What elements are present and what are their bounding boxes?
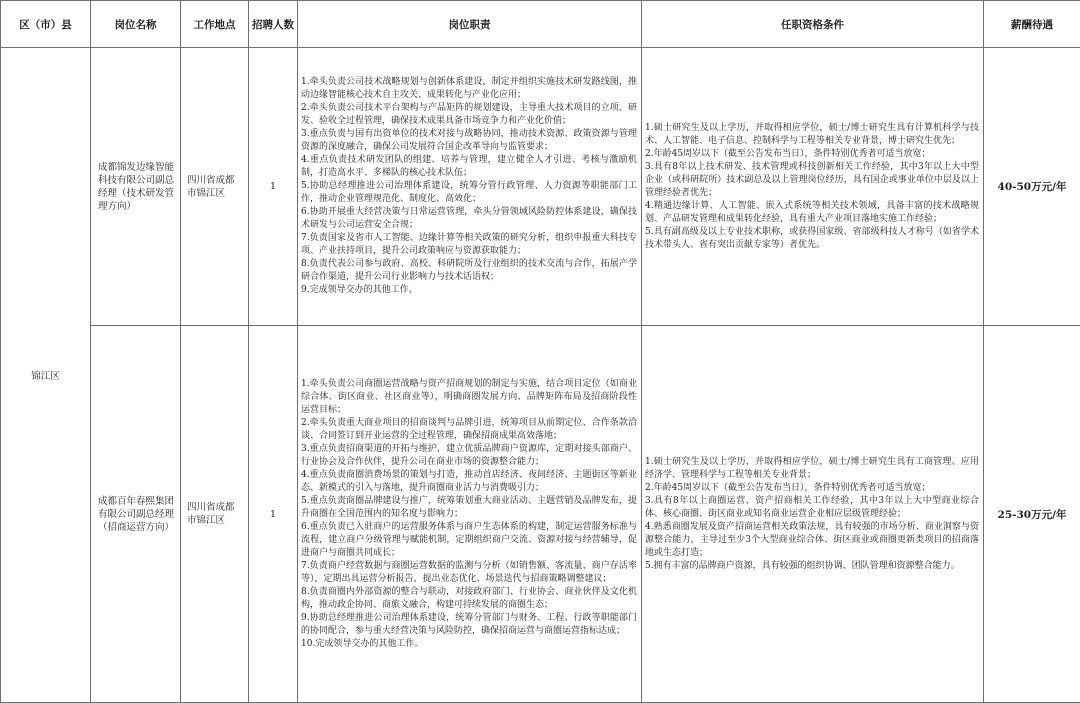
duty-item: 9.协助总经理推进公司治理体系建设，统筹分管部门与财务、工程、行政等职能部门的协同配合，参与重大经营决策与风险防控，确保招商运营与商圈运营指标达成； xyxy=(301,612,637,638)
duty-item: 4.重点负责商圈消费场景的策划与打造，推动首店经济、夜间经济、主题街区等新业态、新模式的引入与落地，提升商圈商业活力与消费吸引力； xyxy=(301,469,637,495)
requirement-item: 3.具有8年以上技术研发、技术管理或科技创新相关工作经验，其中3年以上大中型企业（或科研院所）技术副总及以上管理岗位经历，具有国企或事业单位中层及以上管理经验者优先； xyxy=(645,161,979,200)
duty-item: 2.牵头负责公司技术平台架构与产品矩阵的规划建设，主导重大技术项目的立项、研发、验收全过程管理，确保技术成果具备市场竞争力和产业化价值； xyxy=(301,102,637,128)
requirement-item: 1.硕士研究生及以上学历，并取得相应学位，硕士/博士研究生具有计算机科学与技术、人工智能、电子信息、控制科学与工程等相关专业背景，博士研究生优先； xyxy=(645,122,979,148)
position-name: 成都锦发边缘智能科技有限公司副总经理（技术研发管理方向） xyxy=(91,48,181,326)
table-row xyxy=(1,326,1080,703)
duty-item: 6.协助开展重大经营决策与日常运营管理，牵头分管领域风险防控体系建设，确保技术研发与公司运营安全合规； xyxy=(301,206,637,232)
header-duties: 岗位职责 xyxy=(298,1,642,48)
duty-item: 5.重点负责商圈品牌建设与推广，统筹策划重大商业活动、主题营销及品牌发布，提升商圈在全国范围内的知名度与影响力； xyxy=(301,495,637,521)
duty-item: 7.负责商户经营数据与商圈运营数据的监测与分析（如销售额、客流量、商户存活率等），定期出具运营分析报告，提出业态优化、场景迭代与招商策略调整建议； xyxy=(301,560,637,586)
duty-item: 8.负责代表公司参与政府、高校、科研院所及行业组织的技术交流与合作，拓展产学研合作渠道，提升公司行业影响力与技术话语权； xyxy=(301,258,637,284)
district-cell: 锦江区 xyxy=(1,48,91,703)
requirement-item: 3.具有8年以上商圈运营、资产招商相关工作经验，其中3年以上大中型商业综合体、核心商圈、街区商业或知名商业运营企业相应层级管理经验； xyxy=(645,495,979,521)
requirement-item: 5.具有副高级及以上专业技术职称，或获得国家级、省部级科技人才称号（如省学术技术带头人、省有突出贡献专家等）者优先。 xyxy=(645,226,979,252)
header-position: 岗位名称 xyxy=(91,1,181,48)
duties-cell xyxy=(298,326,642,703)
requirement-item: 5.拥有丰富的品牌商户资源，具有较强的组织协调、团队管理和资源整合能力。 xyxy=(645,560,979,573)
header-count: 招聘人数 xyxy=(249,1,298,48)
duty-item: 9.完成领导交办的其他工作。 xyxy=(301,284,637,297)
header-district: 区（市）县 xyxy=(1,1,91,48)
duty-item: 1.牵头负责公司商圈运营战略与资产招商规划的制定与实施，结合项目定位（如商业综合体、街区商业、社区商业等），明确商圈发展方向、品牌矩阵布局及招商阶段性运营目标； xyxy=(301,378,637,417)
duty-item: 2.牵头负责重大商业项目的招商谈判与品牌引进，统筹项目从前期定位、合作条款洽谈、合同签订到开业运营的全过程管理，确保招商成果高效落地； xyxy=(301,417,637,443)
requirement-item: 2.年龄45周岁以下（截至公告发布当日），条件特别优秀者可适当放宽； xyxy=(645,482,979,495)
table-row xyxy=(1,48,1080,326)
duty-item: 3.重点负责与国有出资单位的技术对接与战略协同，推动技术资源、政策资源与管理资源的深度融合，确保公司发展符合国企改革导向与监管要求； xyxy=(301,128,637,154)
duty-item: 7.负责国家及省市人工智能、边缘计算等相关政策的研究分析，组织申报重大科技专项、产业扶持项目，提升公司政策响应与资源获取能力； xyxy=(301,232,637,258)
header-row xyxy=(1,1,1080,48)
duty-item: 10.完成领导交办的其他工作。 xyxy=(301,638,637,651)
duty-item: 8.负责商圈内外部资源的整合与联动，对接政府部门、行业协会、商业伙伴及文化机构，推动政企协同、商旅文融合，构建可持续发展的商圈生态； xyxy=(301,586,637,612)
header-requirements: 任职资格条件 xyxy=(642,1,984,48)
header-salary: 薪酬待遇 xyxy=(984,1,1080,48)
requirement-item: 4.精通边缘计算、人工智能、嵌入式系统等相关技术领域，具备丰富的技术战略规划、产品研发管理和成果转化经验，具有重大产业项目落地实施工作经验； xyxy=(645,200,979,226)
duty-item: 3.重点负责招商渠道的开拓与维护，建立优质品牌商户资源库，定期对接头部商户、行业协会及合作伙伴，提升公司在商业市场的资源整合能力； xyxy=(301,443,637,469)
duty-item: 4.重点负责技术研发团队的组建、培养与管理，建立健全人才引进、考核与激励机制，打造高水平、多梯队的核心技术队伍； xyxy=(301,154,637,180)
salary-cell: 25-30万元/年 xyxy=(984,326,1080,703)
header-location: 工作地点 xyxy=(181,1,249,48)
hiring-count: 1 xyxy=(249,326,298,703)
requirement-item: 1.硕士研究生及以上学历，并取得相应学位，硕士/博士研究生具有工商管理、应用经济学、管理科学与工程等相关专业背景； xyxy=(645,456,979,482)
duty-item: 6.重点负责已入驻商户的运营服务体系与商户生态体系的构建，制定运营服务标准与流程，建立商户分级管理与赋能机制，定期组织商户交流、资源对接与经营辅导，促进商户与商圈共同成长； xyxy=(301,521,637,560)
duty-item: 5.协助总经理推进公司治理体系建设，统筹分管行政管理、人力资源等职能部门工作，推动企业管理规范化、制度化、高效化； xyxy=(301,180,637,206)
requirement-item: 2.年龄45周岁以下（截至公告发布当日），条件特别优秀者可适当放宽； xyxy=(645,148,979,161)
salary-cell: 40-50万元/年 xyxy=(984,48,1080,326)
hiring-count: 1 xyxy=(249,48,298,326)
work-location: 四川省成都市锦江区 xyxy=(181,48,249,326)
requirements-cell xyxy=(642,326,984,703)
duty-item: 1.牵头负责公司技术战略规划与创新体系建设，制定并组织实施技术研发路线图，推动边缘智能核心技术自主攻关、成果转化与产业化应用； xyxy=(301,76,637,102)
work-location: 四川省成都市锦江区 xyxy=(181,326,249,703)
duties-cell xyxy=(298,48,642,326)
requirements-cell xyxy=(642,48,984,326)
position-name: 成都百年春熙集团有限公司副总经理（招商运营方向） xyxy=(91,326,181,703)
requirement-item: 4.熟悉商圈发展及资产招商运营相关政策法规，具有较强的市场分析、商业洞察与资源整合能力，主导过至少3个大型商业综合体、街区商业或商圈更新类项目的招商落地或生态打造； xyxy=(645,521,979,560)
